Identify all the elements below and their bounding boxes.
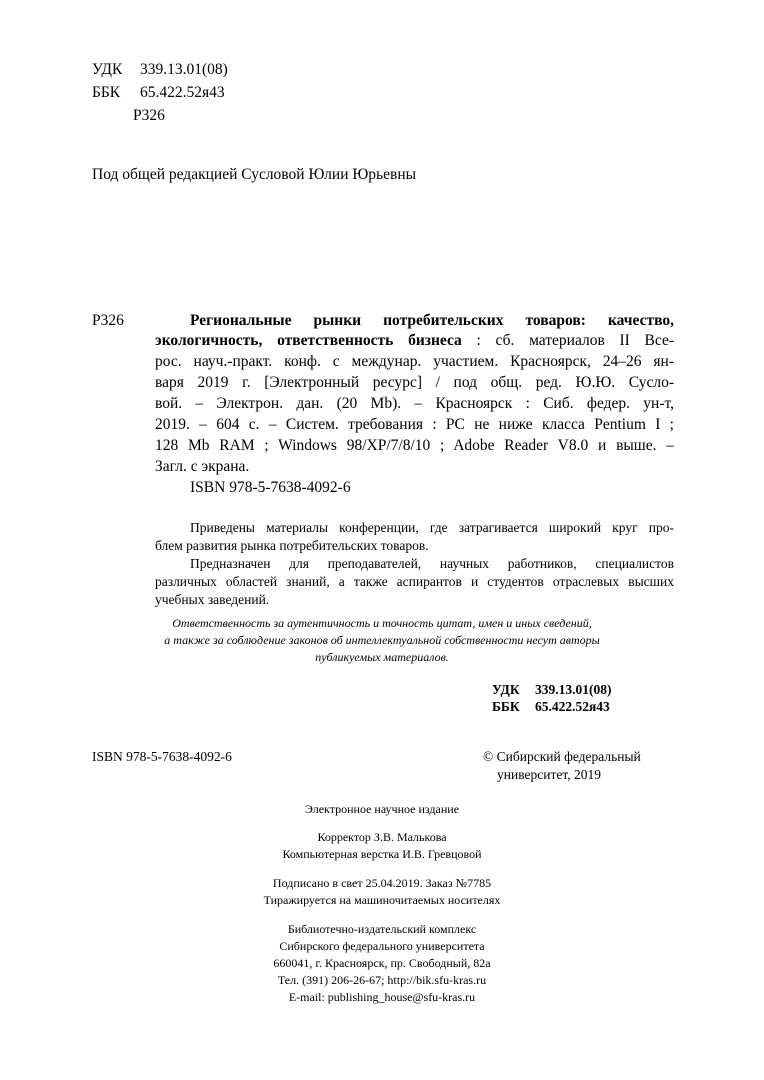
annotation-p1-line1: Приведены материалы конференции, где затрагивается широкий круг про-	[190, 520, 674, 535]
udk-code	[92, 60, 228, 79]
bib-line-3: рос. науч.-практ. конф. с междунар. участием. Красноярск, 24–26 ян-	[155, 353, 674, 370]
bib-line-4: варя 2019 г. [Электронный ресурс] / под общ. ред. Ю.Ю. Сусло-	[155, 374, 674, 391]
imprint	[92, 801, 672, 1006]
annotation	[155, 519, 674, 608]
annotation-p2-line2: различных областей знаний, а также аспирантов и студентов отраслевых высших	[155, 574, 674, 589]
bbk-bold-code	[492, 698, 610, 715]
signed-info: Подписано в свет 25.04.2019. Заказ №7785	[272, 876, 492, 890]
annotation-p2-line3: учебных заведений.	[155, 592, 270, 607]
bib-isbn: ISBN 978-5-7638-4092-6	[190, 479, 351, 496]
publisher-line2: Сибирского федерального университета	[279, 939, 485, 953]
author-mark: Р326	[133, 107, 165, 124]
publisher-email: E-mail: publishing_house@sfu-kras.ru	[288, 990, 476, 1004]
copyright-line1: © Сибирский федеральный	[483, 749, 641, 764]
replication-info: Тиражируется на машиночитаемых носителях	[263, 893, 501, 907]
bib-line-2-rest: : сб. материалов II Все-	[476, 332, 674, 349]
bib-title-line-1: Региональные рынки потребительских товаров: качество,	[190, 312, 674, 329]
edition-type: Электронное научное издание	[304, 802, 460, 816]
publisher-address: 660041, г. Красноярск, пр. Свободный, 82а	[273, 956, 491, 970]
publisher-line1: Библиотечно-издательский комплекс	[287, 922, 477, 936]
layout-credit: Компьютерная верстка И.В. Гревцовой	[282, 847, 482, 861]
bib-line-5: вой. – Электрон. дан. (20 Mb). – Красноярск : Сиб. федер. ун-т,	[155, 395, 674, 412]
editor-line: Под общей редакцией Сусловой Юлии Юрьевны	[92, 166, 417, 183]
udk-label: УДК	[92, 61, 123, 78]
disclaimer-line2: а также за соблюдение законов об интеллектуальной собственности несут авторы	[164, 633, 600, 647]
bib-record-body	[155, 331, 674, 476]
bib-line-8: Загл. с экрана.	[155, 458, 250, 475]
bib-line-6: 2019. – 604 с. – Систем. требования : PC не ниже класса Pentium I ;	[155, 416, 674, 433]
disclaimer	[92, 615, 672, 666]
bib-author-mark: Р326	[92, 312, 124, 329]
bbk-bold-value: 65.422.52я43	[535, 699, 610, 714]
annotation-p1-line2: блем развития рынка потребительских товаров.	[155, 538, 429, 553]
bbk-label: ББК	[92, 84, 121, 101]
corrector: Корректор З.В. Малькова	[317, 830, 447, 844]
bbk-value: 65.422.52я43	[140, 84, 225, 101]
footer-isbn: ISBN 978-5-7638-4092-6	[92, 749, 232, 764]
disclaimer-line1: Ответственность за аутентичность и точность цитат, имен и иных сведений,	[172, 616, 592, 630]
bib-title-line-2: экологичность, ответственность бизнеса	[155, 332, 462, 349]
publisher-phone: Тел. (391) 206-26-67; http://bik.sfu-kras.ru	[277, 973, 487, 987]
copyright-line2: университет, 2019	[497, 767, 601, 782]
bbk-bold-label: ББК	[492, 699, 520, 714]
bib-line-7: 128 Mb RAM ; Windows 98/XP/7/8/10 ; Adobe Reader V8.0 и выше. –	[155, 437, 674, 454]
disclaimer-line3: публикуемых материалов.	[315, 650, 449, 664]
annotation-p2-line1: Предназначен для преподавателей, научных работников, специалистов	[190, 556, 674, 571]
udk-bold-value: 339.13.01(08)	[535, 682, 612, 697]
bib-line-2	[155, 331, 674, 350]
udk-bold-label: УДК	[492, 682, 520, 697]
udk-bold-code	[492, 681, 612, 698]
bbk-code	[92, 83, 225, 102]
udk-value: 339.13.01(08)	[140, 61, 228, 78]
bib-record	[190, 311, 674, 330]
